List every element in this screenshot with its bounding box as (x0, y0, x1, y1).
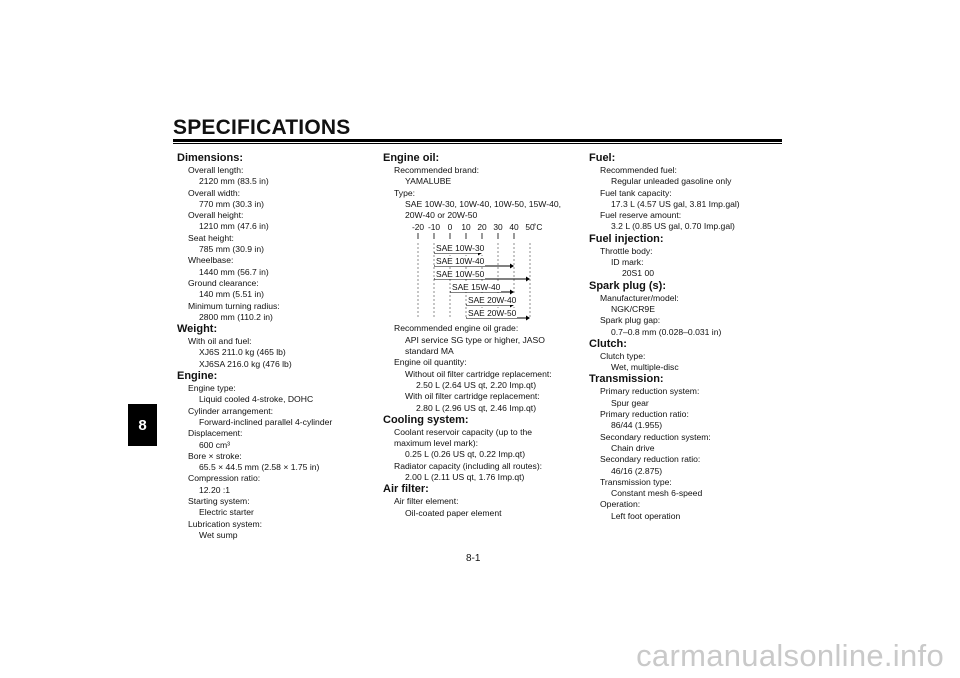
spec-label: Secondary reduction ratio: (600, 454, 701, 465)
spec-value: Electric starter (199, 507, 254, 518)
spec-section (383, 414, 583, 483)
spec-value: standard MA (405, 346, 454, 357)
tick-label: 40 (509, 222, 519, 233)
spec-value: 2.80 L (2.96 US qt, 2.46 Imp.qt) (416, 402, 537, 413)
oil-viscosity-chart (383, 221, 583, 323)
section-heading: Spark plug (s): (589, 279, 667, 292)
spec-value: Left foot operation (611, 510, 681, 521)
spec-label: With oil filter cartridge replacement: (405, 391, 540, 402)
spec-section (589, 373, 784, 522)
header-rule (173, 139, 782, 142)
header-rule-thin (173, 143, 782, 144)
column-3 (589, 152, 784, 522)
spec-value: 0.7–0.8 mm (0.028–0.031 in) (611, 326, 722, 337)
column-2 (383, 152, 583, 519)
oil-grade-label: SAE 10W-30 (436, 243, 485, 254)
section-heading: Transmission: (589, 373, 664, 386)
spec-label: Secondary reduction system: (600, 431, 711, 442)
spec-value: 3.2 L (0.85 US gal, 0.70 Imp.gal) (611, 221, 735, 232)
spec-label: Seat height: (188, 232, 234, 243)
spec-value: 20W-40 or 20W-50 (405, 210, 478, 221)
spec-value: 12.20 :1 (199, 484, 231, 495)
spec-value: 20S1 00 (622, 268, 655, 279)
spec-label: Compression ratio: (188, 473, 261, 484)
spec-value: Forward-inclined parallel 4-cylinder (199, 416, 333, 427)
spec-label: Type: (394, 187, 416, 198)
spec-label: Ground clearance: (188, 277, 259, 288)
spec-label: Primary reduction system: (600, 386, 700, 397)
spec-label: Primary reduction ratio: (600, 409, 689, 420)
spec-value: 65.5 × 44.5 mm (2.58 × 1.75 in) (199, 462, 320, 473)
spec-value: 2.00 L (2.11 US qt, 1.76 Imp.qt) (405, 472, 525, 483)
spec-value: Constant mesh 6-speed (611, 488, 703, 499)
spec-section (589, 338, 784, 374)
spec-value: Oil-coated paper element (405, 507, 502, 518)
grade-range-arrow (526, 277, 530, 282)
spec-section (383, 323, 583, 413)
section-heading: Cooling system: (383, 413, 469, 426)
chapter-tab: 8 (128, 404, 157, 446)
spec-value: 17.3 L (4.57 US gal, 3.81 Imp.gal) (611, 198, 740, 209)
spec-value: 2.50 L (2.64 US qt, 2.20 Imp.qt) (416, 379, 537, 390)
spec-label: Coolant reservoir capacity (up to the (394, 426, 533, 437)
spec-value: 0.25 L (0.26 US qt, 0.22 Imp.qt) (405, 449, 526, 460)
spec-label: Radiator capacity (including all routes): (394, 460, 543, 471)
spec-value: Regular unleaded gasoline only (611, 176, 732, 187)
spec-value: XJ6SA 216.0 kg (476 lb) (199, 358, 292, 369)
section-heading: Dimensions: (177, 152, 244, 164)
spec-label: Overall width: (188, 187, 241, 198)
spec-label: Fuel tank capacity: (600, 187, 672, 198)
spec-value: API service SG type or higher, JASO (405, 334, 545, 345)
section-heading: Fuel: (589, 152, 616, 164)
spec-label: Operation: (600, 499, 641, 510)
tick-label: 20 (477, 222, 487, 233)
spec-label: Transmission type: (600, 476, 672, 487)
spec-value: 1440 mm (56.7 in) (199, 266, 269, 277)
spec-label: maximum level mark): (394, 438, 479, 449)
tick-label: 30 (493, 222, 503, 233)
spec-label: Bore × stroke: (188, 450, 242, 461)
section-heading: Engine: (177, 370, 218, 383)
spec-section (589, 233, 784, 280)
oil-grade-label: SAE 20W-50 (468, 308, 517, 319)
tick-label: 0 (447, 222, 453, 233)
grade-range-arrow (526, 316, 530, 321)
spec-label: Displacement: (188, 428, 243, 439)
spec-section (177, 323, 357, 370)
spec-label: Recommended engine oil grade: (394, 323, 519, 334)
section-heading: Engine oil: (383, 152, 440, 164)
tick-label: 10 (461, 222, 471, 233)
spec-label: Overall length: (188, 165, 244, 175)
spec-label: Air filter element: (394, 496, 459, 507)
watermark: carmanualsonline.info (636, 638, 944, 673)
spec-value: SAE 10W-30, 10W-40, 10W-50, 15W-40, (405, 198, 562, 209)
spec-section (177, 370, 357, 541)
spec-label: ID mark: (611, 257, 644, 268)
section-heading: Fuel injection: (589, 232, 664, 245)
spec-label: Lubrication system: (188, 518, 263, 529)
spec-value: 140 mm (5.51 in) (199, 289, 264, 300)
spec-label: Engine type: (188, 383, 236, 394)
spec-value: Spur gear (611, 397, 649, 408)
oil-grade-label: SAE 10W-40 (436, 256, 485, 267)
page-title: SPECIFICATIONS (173, 116, 351, 139)
spec-label: Cylinder arrangement: (188, 405, 274, 416)
spec-value: Wet sump (199, 529, 238, 540)
spec-value: 2800 mm (110.2 in) (199, 311, 273, 322)
spec-value: 1210 mm (47.6 in) (199, 221, 269, 232)
spec-label: Without oil filter cartridge replacement: (405, 368, 552, 379)
spec-section (383, 152, 583, 221)
spec-value: Wet, multiple-disc (611, 362, 679, 373)
grade-range-arrow (510, 290, 514, 295)
spec-label: Minimum turning radius: (188, 300, 280, 311)
spec-label: Starting system: (188, 496, 250, 507)
tick-label: -20 (411, 222, 425, 233)
spec-label: Manufacturer/model: (600, 292, 679, 303)
spec-label: Spark plug gap: (600, 315, 661, 326)
spec-section (383, 483, 583, 519)
spec-label: Fuel reserve amount: (600, 210, 682, 221)
grade-range-arrow (510, 264, 514, 269)
spec-label: Throttle body: (600, 245, 653, 256)
section-heading: Clutch: (589, 337, 627, 350)
temperature-unit: ˚C (533, 222, 543, 233)
tick-label: 50 (525, 222, 535, 233)
oil-grade-label: SAE 15W-40 (452, 282, 501, 293)
spec-value: 770 mm (30.3 in) (199, 198, 264, 209)
spec-value: 86/44 (1.955) (611, 420, 663, 431)
spec-section (589, 152, 784, 233)
spec-value: YAMALUBE (405, 176, 452, 187)
spec-label: Recommended brand: (394, 165, 480, 175)
spec-section (589, 280, 784, 338)
column-1 (177, 152, 357, 541)
spec-label: Overall height: (188, 210, 244, 221)
spec-value: NGK/CR9E (611, 303, 655, 314)
page-number: 8-1 (466, 553, 481, 564)
section-heading: Air filter: (383, 483, 429, 496)
oil-grade-label: SAE 10W-50 (436, 269, 485, 280)
spec-label: Wheelbase: (188, 255, 234, 266)
spec-label: With oil and fuel: (188, 336, 252, 347)
spec-value: Chain drive (611, 442, 655, 453)
spec-value: 46/16 (2.875) (611, 465, 663, 476)
spec-label: Clutch type: (600, 350, 646, 361)
section-heading: Weight: (177, 323, 218, 336)
spec-value: XJ6S 211.0 kg (465 lb) (199, 347, 286, 358)
spec-section (177, 152, 357, 323)
spec-label: Engine oil quantity: (394, 357, 467, 368)
oil-grade-label: SAE 20W-40 (468, 295, 517, 306)
spec-value: 600 cm³ (199, 439, 231, 450)
spec-value: 2120 mm (83.5 in) (199, 176, 269, 187)
tick-label: -10 (427, 222, 441, 233)
spec-value: Liquid cooled 4-stroke, DOHC (199, 394, 314, 405)
spec-value: 785 mm (30.9 in) (199, 244, 264, 255)
spec-label: Recommended fuel: (600, 165, 677, 175)
